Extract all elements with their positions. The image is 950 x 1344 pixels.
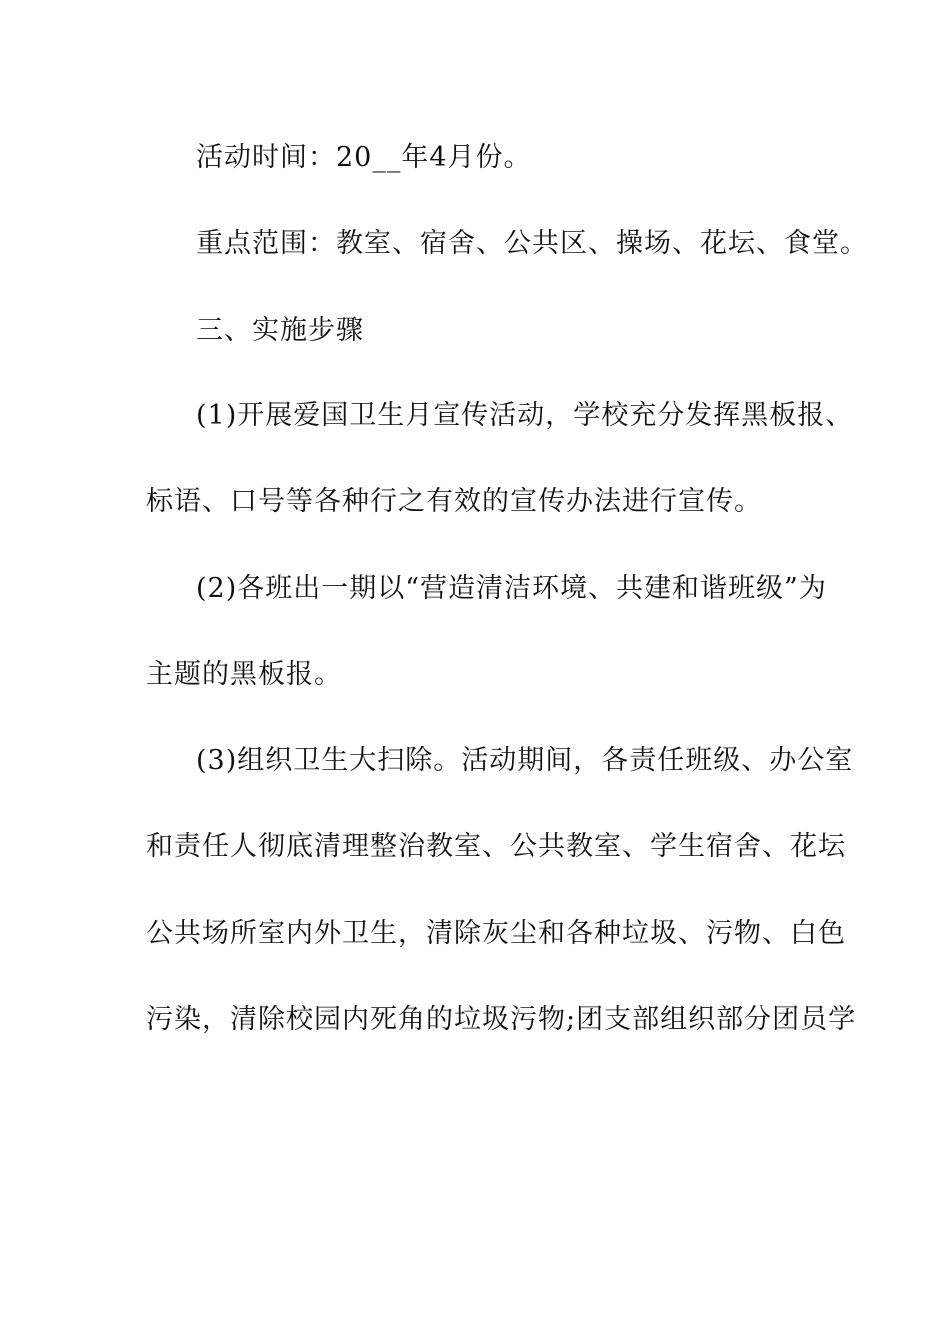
paragraph-1-line-1: (1)开展爱国卫生月宣传活动，学校充分发挥黑板报、 [196, 400, 854, 431]
paragraph-3-line-3: 公共场所室内外卫生，清除灰尘和各种垃圾、污物、白色 [146, 918, 846, 949]
paragraph-2-line-1: (2)各班出一期以“营造清洁环境、共建和谐班级”为 [196, 573, 827, 604]
paragraph-1-line-2: 标语、口号等各种行之有效的宣传办法进行宣传。 [146, 486, 762, 517]
activity-time-line: 活动时间：20__年4月份。 [196, 142, 532, 173]
key-scope-line: 重点范围：教室、宿舍、公共区、操场、花坛、食堂。 [196, 228, 868, 259]
paragraph-3-line-2: 和责任人彻底清理整治教室、公共教室、学生宿舍、花坛 [146, 831, 846, 862]
paragraph-3-line-4: 污染，清除校园内死角的垃圾污物;团支部组织部分团员学 [146, 1004, 857, 1035]
paragraph-3-line-1: (3)组织卫生大扫除。活动期间，各责任班级、办公室 [196, 745, 854, 776]
section-heading: 三、实施步骤 [196, 315, 364, 346]
paragraph-2-line-2: 主题的黑板报。 [146, 659, 342, 690]
